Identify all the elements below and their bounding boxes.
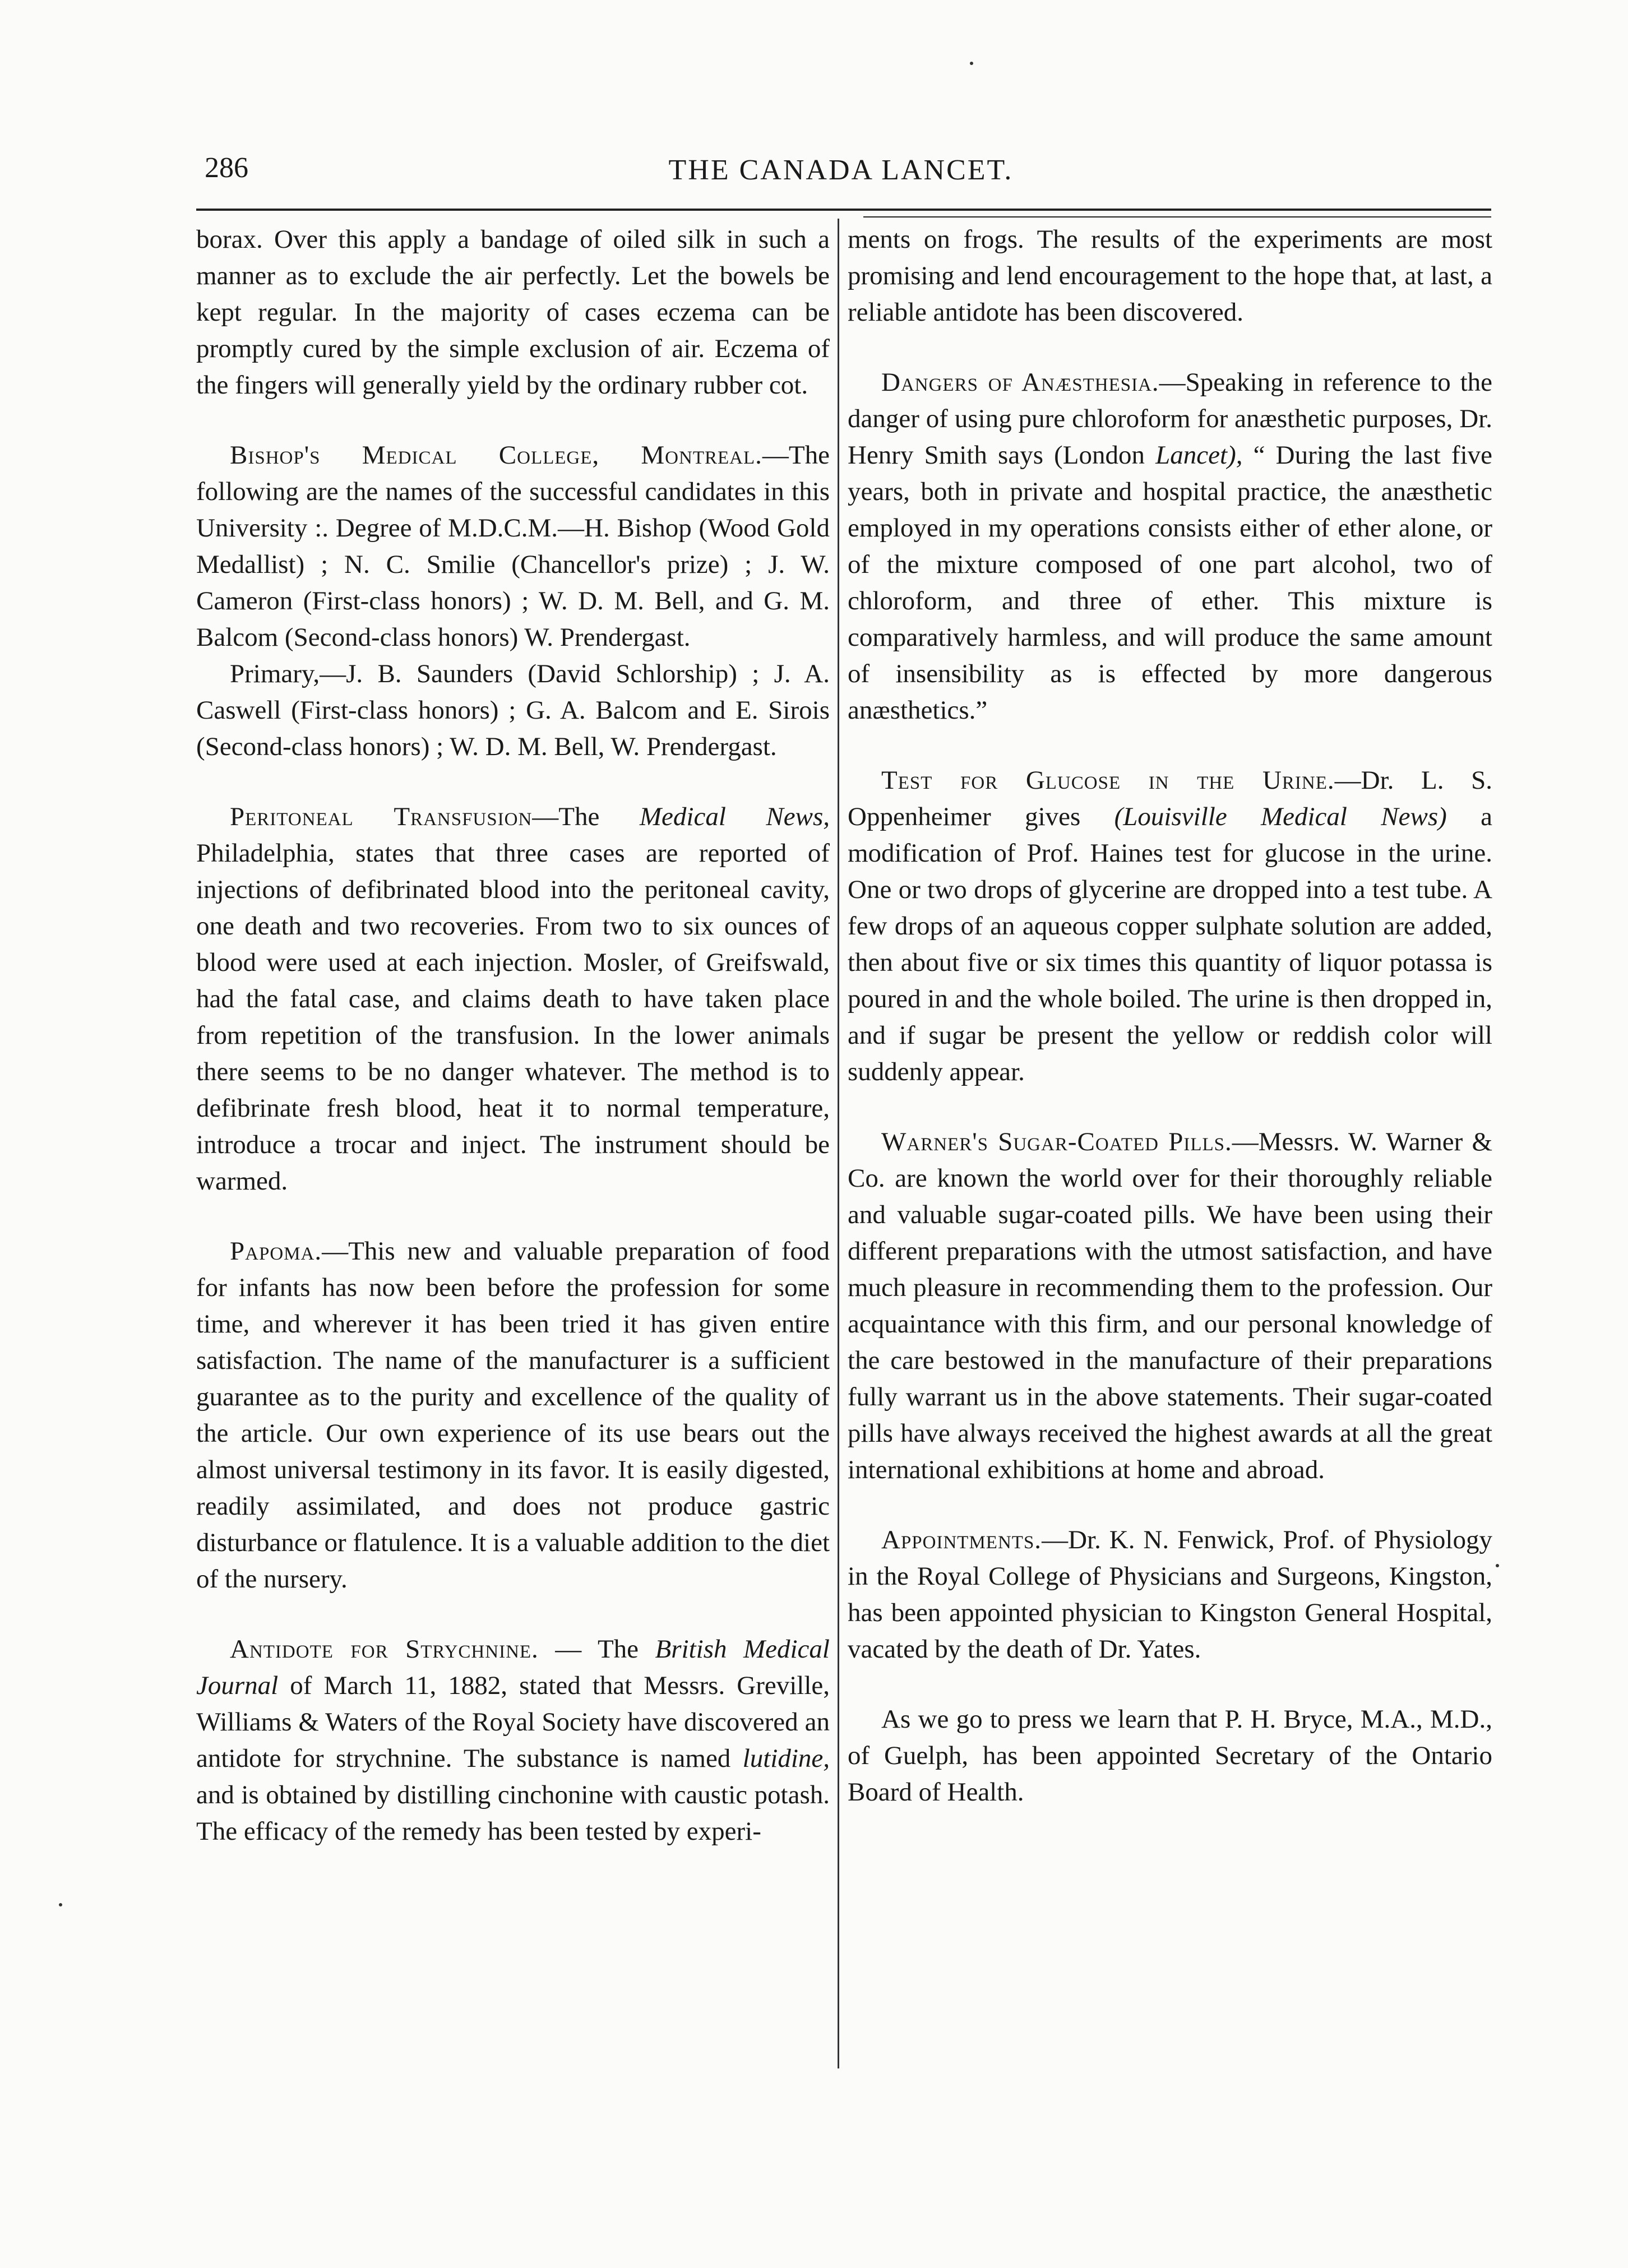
article-appointments	[848, 1522, 1492, 1668]
article-dangers-anaesthesia	[848, 364, 1492, 729]
article-text: —Dr. L. S. Oppenheimer gives	[848, 766, 1492, 831]
section-heading-glucose-test: Test for Glucose in the Urine.	[881, 766, 1335, 795]
article-antidote-strychnine	[196, 1631, 830, 1850]
source-title: (Louisville Medical News)	[1114, 802, 1447, 831]
source-title: Lancet),	[1155, 441, 1243, 470]
article-text: — The	[538, 1635, 655, 1664]
source-title: British Medical Journal	[196, 1635, 830, 1700]
section-heading-peritoneal-transfusion: Peritoneal Transfusion	[230, 802, 533, 831]
article-bishops-college	[196, 437, 830, 656]
source-title: Medical News,	[639, 802, 830, 831]
article-papoma	[196, 1233, 830, 1598]
section-heading-papoma: Papoma.	[230, 1237, 322, 1266]
article-text: of March 11, 1882, stated that Messrs. Greville, Williams & Waters of the Royal Society have discovered an antidote for strychnine. The substance is named	[196, 1671, 830, 1773]
article-text: a modification of Prof. Haines test for glucose in the urine. One or two drops of glycerine are dropped into a test tube. A few drops of an aqueous copper sulphate solution are added, then about five or six times this quantity of liquor potassa is poured in and the whole boiled. The urine is then dropped in, and if sugar be present the yellow or reddish color will suddenly appear.	[848, 802, 1492, 1086]
left-column	[196, 221, 830, 1850]
article-glucose-test	[848, 762, 1492, 1090]
paragraph-primary: Primary,—J. B. Saunders (David Schlorship) ; J. A. Caswell (First-class honors) ; G. A. Balcom and E. Sirois (Second-class honors) ; W. D. M. Bell, W. Prendergast.	[196, 659, 830, 761]
header-rule-secondary	[863, 216, 1491, 217]
paragraph-press-note: As we go to press we learn that P. H. Bryce, M.A., M.D., of Guelph, has been appointed Secretary of the Ontario Board of Health.	[848, 1705, 1492, 1807]
right-column	[848, 221, 1492, 1811]
column-divider	[838, 219, 839, 2068]
header-rule	[196, 209, 1491, 211]
article-text: —This new and valuable preparation of food for infants has now been before the profession for some time, and wherever it has been tried it has given entire satisfaction. The name of the manufacturer is a sufficient guarantee as to the purity and excellence of the quality of the article. Our own experience of its use bears out the almost universal testimony in its favor. It is easily digested, readily assimilated, and does not produce gastric disturbance or flatulence. It is a valuable addition to the diet of the nursery.	[196, 1237, 830, 1594]
article-text: —Speaking in reference to the danger of using pure chloroform for anæsthetic purposes, Dr. Henry Smith says (London	[848, 368, 1492, 470]
article-text: —Messrs. W. Warner & Co. are known the world over for their thoroughly reliable and valuable sugar-coated pills. We have been using their different preparations with the utmost satisfaction, and have much pleasure in recommending them to the profession. Our acquaintance with this firm, and our personal knowledge of the care bestowed in the manufacture of their preparations fully warrant us in the above statements. Their sugar-coated pills have always received the highest awards at all the great international exhibitions at home and abroad.	[848, 1127, 1493, 1484]
section-heading-appointments: Appointments.	[881, 1525, 1042, 1554]
section-heading-dangers-anaesthesia: Dangers of Anæsthesia.	[881, 368, 1159, 397]
page-number: 286	[205, 152, 248, 184]
article-warners-pills	[848, 1124, 1492, 1488]
paragraph-frogs-continuation: ments on frogs. The results of the experiments are most promising and lend encouragement to the hope that, at last, a reliable antidote has been discovered.	[848, 225, 1492, 327]
article-text: —The	[532, 802, 640, 831]
paragraph-borax-continuation: borax. Over this apply a bandage of oiled silk in such a manner as to exclude the air perfectly. Let the bowels be kept regular. In the majority of cases eczema can be promptly cured by the simple exclusion of air. Eczema of the fingers will generally yield by the ordinary rubber cot.	[196, 225, 830, 400]
article-text: —The following are the names of the successful candidates in this University :. Degree of M.D.C.M.—H. Bishop (Wood Gold Medallist) ; N. C. Smilie (Chancellor's prize) ; J. W. Cameron (First-class honors) ; W. D. M. Bell, and G. M. Balcom (Second-class honors) W. Prendergast.	[196, 441, 830, 652]
article-peritoneal-transfusion	[196, 799, 830, 1200]
article-text: Philadelphia, states that three cases are reported of injections of defibrinated blood into the peritoneal cavity, one death and two recoveries. From two to six ounces of blood were used at each injection. Mosler, of Greifswald, had the fatal case, and claims death to have taken place from repetition of the transfusion. In the lower animals there seems to be no danger whatever. The method is to defibrinate fresh blood, heat it to normal temperature, introduce a trocar and inject. The instrument should be warmed.	[196, 839, 830, 1196]
paper-speck	[1496, 1564, 1499, 1567]
page-header	[199, 151, 1483, 196]
article-text: “ During the last five years, both in private and hospital practice, the anæsthetic employed in my operations consists either of ether alone, or of the mixture composed of one part alcohol, two of chloroform, and three of ether. This mixture is comparatively harmless, and will produce the same amount of insensibility as is effected by more dangerous anæsthetics.”	[848, 441, 1492, 725]
running-title: THE CANADA LANCET.	[668, 154, 1014, 186]
section-heading-antidote-strychnine: Antidote for Strychnine.	[230, 1635, 539, 1664]
article-text: and is obtained by distilling cinchonine with caustic potash. The efficacy of the remedy has been tested by experi-	[196, 1780, 830, 1846]
paper-speck	[970, 62, 973, 65]
paper-speck	[59, 1903, 62, 1906]
chemical-term: lutidine,	[742, 1744, 830, 1773]
section-heading-warners-pills: Warner's Sugar-Coated Pills.	[881, 1127, 1232, 1156]
article-text: —Dr. K. N. Fenwick, Prof. of Physiology in the Royal College of Physicians and Surgeons, Kingston, has been appointed physician to Kingston General Hospital, vacated by the death of Dr. Yates.	[848, 1525, 1492, 1664]
section-heading-bishops-college: Bishop's Medical College, Montreal.	[230, 441, 762, 470]
